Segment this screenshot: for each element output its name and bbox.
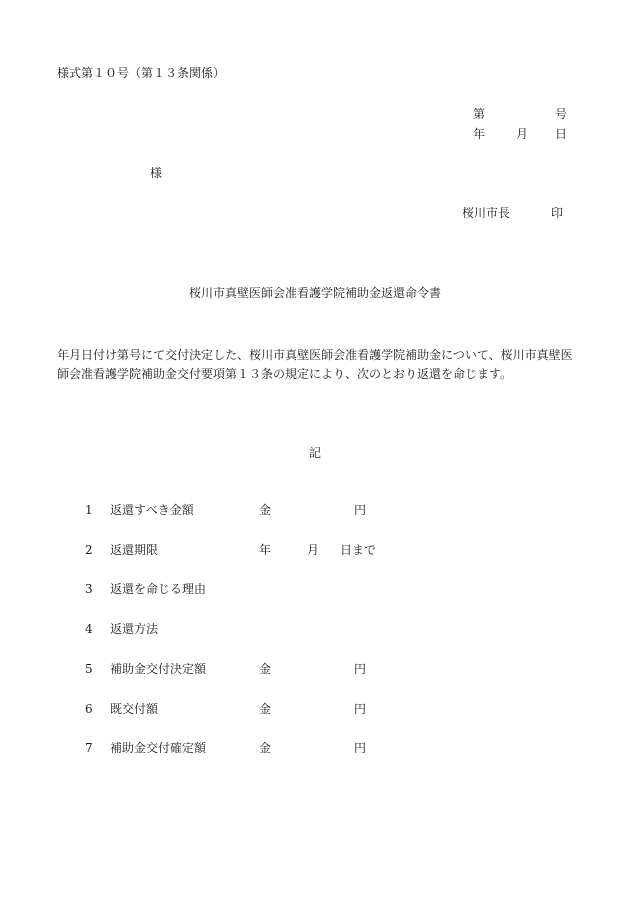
item-label: 補助金交付決定額 (110, 662, 207, 676)
item-number: 4 (85, 622, 93, 636)
item-currency: 金 (259, 662, 272, 676)
document-date (473, 127, 567, 141)
number-label: 第 (473, 107, 486, 121)
issuer-title: 桜川市長 (462, 206, 511, 220)
month-label: 月 (516, 127, 529, 141)
year-label: 年 (473, 127, 486, 141)
item-unit: 円 (354, 662, 367, 676)
number-suffix: 号 (555, 107, 568, 121)
body-day: 日付け (81, 348, 118, 362)
item-currency: 金 (259, 702, 272, 716)
item-year: 年 (259, 543, 272, 557)
document-title: 桜川市真壁医師会准看護学院補助金返還命令書 (188, 286, 441, 300)
body-number-prefix: 第 (117, 348, 130, 362)
item-day: 日まで (340, 543, 377, 557)
item-currency: 金 (259, 741, 272, 755)
item-2 (85, 543, 485, 557)
issuer (462, 206, 563, 220)
item-number: 2 (85, 543, 93, 557)
body-rest: 号にて交付決定した、桜川市真壁医師会准看護学院補助金について、桜川市真壁医師会准看護学院補助金交付要項第１３条の規定により、次のとおり返還を命じます。 (57, 348, 573, 381)
form-number: 様式第１０号（第１３条関係） (57, 66, 226, 80)
seal-mark: 印 (551, 206, 564, 220)
item-month: 月 (307, 543, 320, 557)
item-label: 補助金交付確定額 (110, 741, 207, 755)
body-paragraph (57, 346, 577, 384)
item-label: 返還期限 (110, 543, 159, 557)
item-number: 7 (85, 741, 93, 755)
item-1 (85, 503, 485, 517)
item-number: 5 (85, 662, 93, 676)
item-4 (85, 622, 485, 636)
item-unit: 円 (354, 702, 367, 716)
document-number (473, 107, 567, 121)
item-label: 既交付額 (110, 702, 159, 716)
item-label: 返還方法 (110, 622, 159, 636)
item-unit: 円 (354, 741, 367, 755)
addressee: 様 (150, 166, 163, 180)
item-5 (85, 662, 485, 676)
item-unit: 円 (354, 503, 367, 517)
item-currency: 金 (259, 503, 272, 517)
item-3 (85, 582, 485, 596)
item-label: 返還を命じる理由 (110, 582, 207, 596)
day-label: 日 (555, 127, 568, 141)
item-number: 3 (85, 582, 93, 596)
item-number: 6 (85, 702, 93, 716)
item-7 (85, 741, 485, 755)
item-number: 1 (85, 503, 93, 517)
ki-heading: 記 (308, 446, 321, 460)
item-label: 返還すべき金額 (110, 503, 194, 517)
body-year: 年 (57, 348, 70, 362)
body-month: 月 (69, 348, 82, 362)
item-6 (85, 702, 485, 716)
